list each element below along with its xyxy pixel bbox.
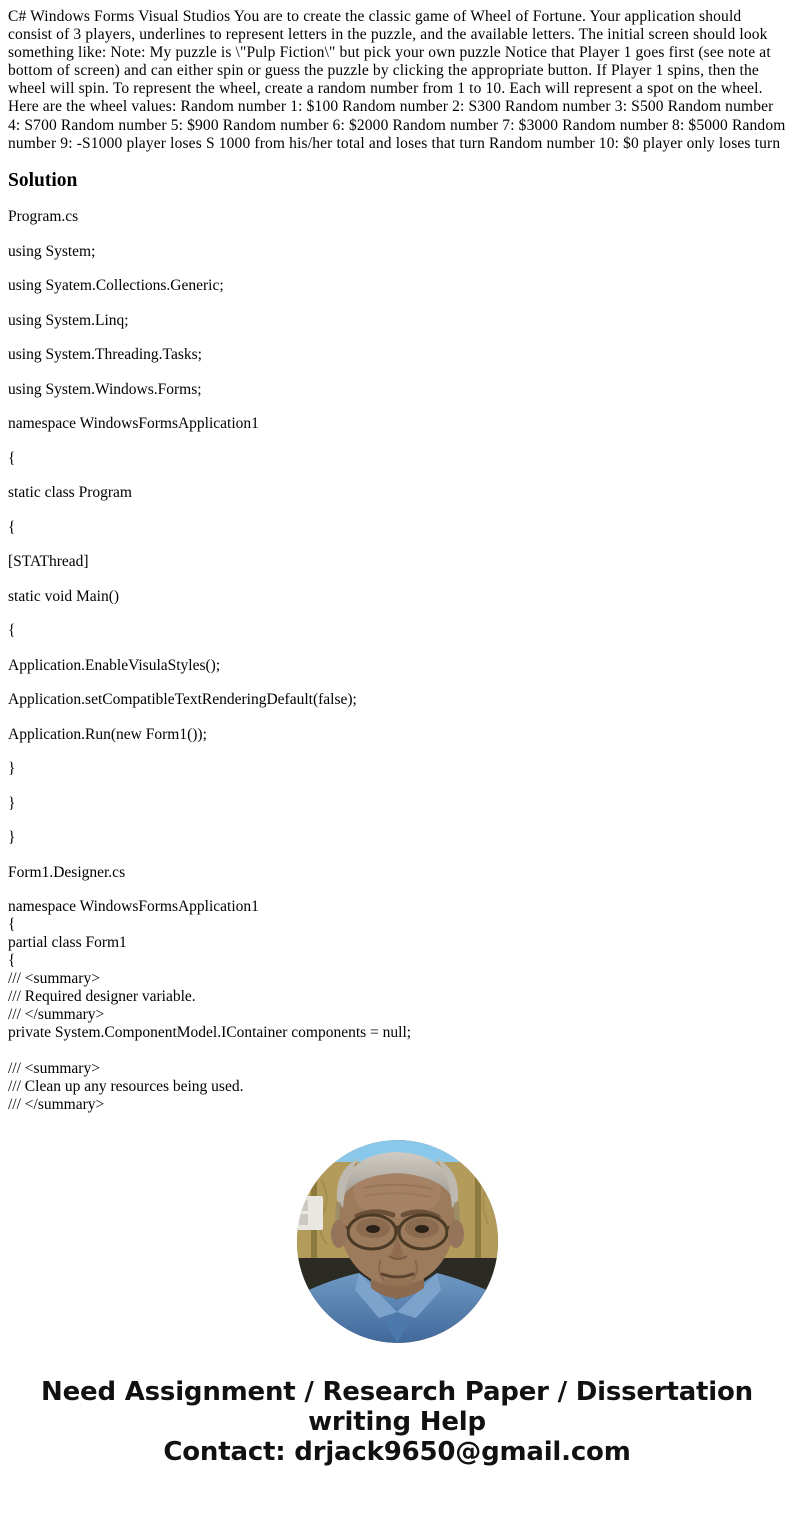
code-line: /// </summary> [8, 1006, 105, 1024]
code-line: { [8, 622, 16, 640]
code-line: /// Clean up any resources being used. [8, 1078, 244, 1096]
code-line: /// <summary> [8, 970, 100, 988]
code-line: { [8, 916, 16, 934]
avatar [297, 1140, 498, 1343]
code-line: /// </summary> [8, 1096, 105, 1114]
code-line: } [8, 794, 16, 812]
code-line: { [8, 952, 16, 970]
code-line: static class Program [8, 484, 132, 502]
code-line-blank [8, 1042, 786, 1060]
portrait-photo-icon [297, 1140, 498, 1343]
code-line: Application.setCompatibleTextRenderingDefault(false); [8, 691, 357, 709]
avatar-container [8, 1140, 786, 1343]
code-line: using System.Threading.Tasks; [8, 346, 202, 364]
code-line: using System; [8, 242, 96, 260]
promo-banner [8, 1377, 786, 1467]
code-line: partial class Form1 [8, 934, 127, 952]
code-line: using System.Linq; [8, 311, 129, 329]
code-line: Application.EnableVisulaStyles(); [8, 656, 221, 674]
code-line: } [8, 829, 16, 847]
code-line: { [8, 518, 16, 536]
assignment-prompt-paragraph: C# Windows Forms Visual Studios You are to create the classic game of Wheel of Fortune. Your application should consist of 3 players, underlines to represent letters in the puzzle, and the available letters. The initial screen should look something like: Note: My puzzle is \"Pulp Fiction\" but pick your own puzzle Notice that Player 1 goes first (see note at bottom of screen) and can either spin or guess the puzzle by clicking the appropriate button. If Player 1 spins, then the wheel will spin. To represent the wheel, create a random number from 1 to 10. Each will represent a spot on the wheel. Here are the wheel values: Random number 1: $100 Random number 2: S300 Random number 3: S500 Random number 4: S700 Random number 5: $900 Random number 6: $2000 Random number 7: $3000 Random number 8: $5000 Random number 9: -S1000 player loses S 1000 from his/her total and loses that turn Random number 10: $0 player only loses turn [8, 8, 786, 152]
code-line: private System.ComponentModel.IContainer components = null; [8, 1024, 412, 1042]
code-line: using System.Windows.Forms; [8, 380, 202, 398]
designer-cs-code-block [8, 898, 786, 1114]
code-line: [STAThread] [8, 553, 89, 571]
page-title: Solution [8, 169, 78, 191]
code-line: using Syatem.Collections.Generic; [8, 277, 224, 295]
promo-line-1: Need Assignment / Research Paper / Dissertation [41, 1377, 753, 1408]
code-line: /// <summary> [8, 1060, 100, 1078]
document-page [0, 8, 794, 1467]
code-line: static void Main() [8, 587, 120, 605]
code-line: { [8, 449, 16, 467]
promo-contact-email: Contact: drjack9650@gmail.com [163, 1437, 631, 1468]
designer-cs-file-label: Form1.Designer.cs [8, 863, 126, 881]
promo-line-2: writing Help [308, 1407, 486, 1438]
code-line: namespace WindowsFormsApplication1 [8, 898, 259, 916]
code-line: Application.Run(new Form1()); [8, 725, 207, 743]
code-line: /// Required designer variable. [8, 988, 196, 1006]
program-cs-file-label: Program.cs [8, 208, 79, 226]
code-line: namespace WindowsFormsApplication1 [8, 415, 259, 433]
code-line: } [8, 760, 16, 778]
